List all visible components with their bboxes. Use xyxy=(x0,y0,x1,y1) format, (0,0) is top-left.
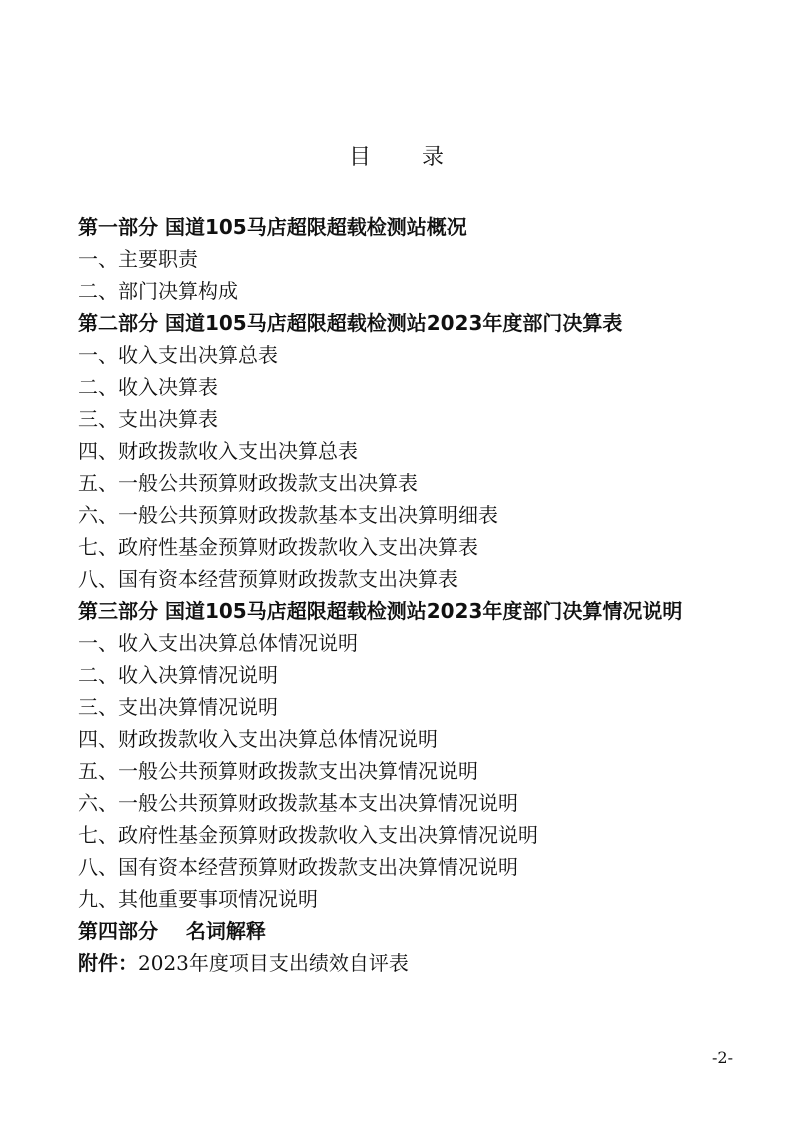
toc-item: 一、主要职责 xyxy=(78,247,198,271)
toc-item: 二、收入决算表 xyxy=(78,375,218,399)
toc-item: 七、政府性基金预算财政拨款收入支出决算表 xyxy=(78,535,478,559)
toc-item: 六、一般公共预算财政拨款基本支出决算明细表 xyxy=(78,503,498,527)
toc-item: 九、其他重要事项情况说明 xyxy=(78,887,318,911)
toc-item: 七、政府性基金预算财政拨款收入支出决算情况说明 xyxy=(78,823,538,847)
toc-item: 一、收入支出决算总体情况说明 xyxy=(78,631,358,655)
toc-item: 五、一般公共预算财政拨款支出决算情况说明 xyxy=(78,759,478,783)
toc-item: 三、支出决算情况说明 xyxy=(78,695,278,719)
part-heading-3: 第三部分 国道105马店超限超载检测站2023年度部门决算情况说明 xyxy=(78,599,683,623)
toc-item: 一、收入支出决算总表 xyxy=(78,343,278,367)
toc-item: 二、收入决算情况说明 xyxy=(78,663,278,687)
appendix-line xyxy=(78,947,728,979)
part-heading-4: 第四部分 名词解释 xyxy=(78,919,266,943)
appendix-label: 附件： xyxy=(78,951,138,975)
appendix-text: 2023年度项目支出绩效自评表 xyxy=(138,951,409,975)
toc-item: 八、国有资本经营预算财政拨款支出决算表 xyxy=(78,567,458,591)
toc-item: 五、一般公共预算财政拨款支出决算表 xyxy=(78,471,418,495)
toc-item: 六、一般公共预算财政拨款基本支出决算情况说明 xyxy=(78,791,518,815)
toc-item: 四、财政拨款收入支出决算总体情况说明 xyxy=(78,727,438,751)
table-of-contents xyxy=(78,211,728,979)
toc-item: 八、国有资本经营预算财政拨款支出决算情况说明 xyxy=(78,855,518,879)
toc-item: 四、财政拨款收入支出决算总表 xyxy=(78,439,358,463)
toc-item: 二、部门决算构成 xyxy=(78,279,238,303)
part-heading-2: 第二部分 国道105马店超限超载检测站2023年度部门决算表 xyxy=(78,311,623,335)
page-number: -2- xyxy=(712,1048,733,1067)
page-title: 目 录 xyxy=(349,145,466,170)
part-heading-1: 第一部分 国道105马店超限超载检测站概况 xyxy=(78,215,467,239)
toc-item: 三、支出决算表 xyxy=(78,407,218,431)
